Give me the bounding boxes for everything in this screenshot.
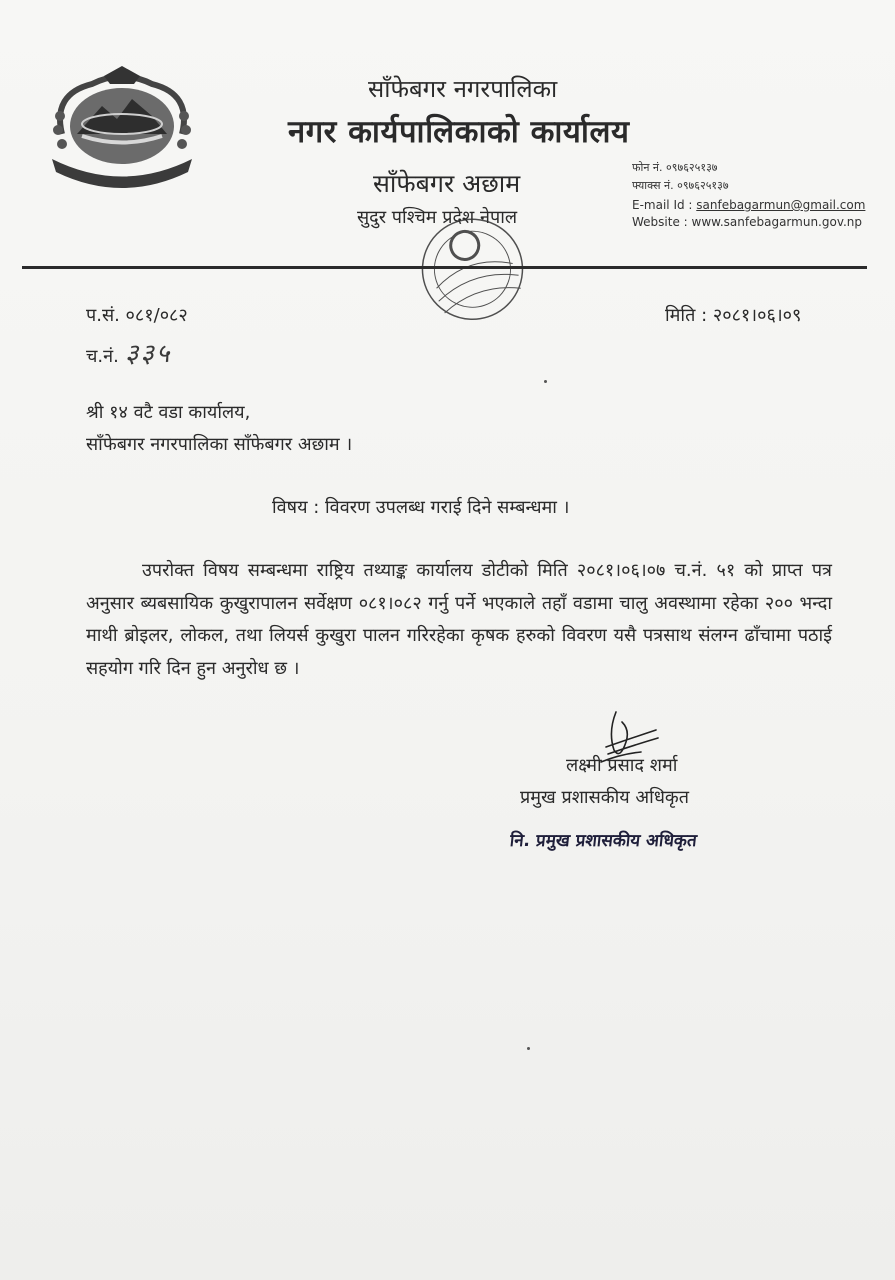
addressee-line-1: श्री १४ वटै वडा कार्यालय, (86, 402, 251, 423)
fiscal-year: प.सं. ०८१/०८२ (86, 305, 188, 326)
office-location: साँफेबगर अछाम (373, 169, 521, 198)
email-label: E-mail Id : (632, 198, 697, 212)
fax-number: फ्याक्स नं. ०९७६२५१३७ (632, 179, 729, 192)
addressee-line-2: साँफेबगर नगरपालिका साँफेबगर अछाम । (86, 434, 353, 455)
paper-speck (544, 380, 547, 383)
header-divider (22, 266, 867, 269)
email-line (632, 198, 865, 212)
email-address: sanfebagarmun@gmail.com (696, 198, 866, 212)
letter-body: उपरोक्त विषय सम्बन्धमा राष्ट्रिय तथ्याङ्क कार्यालय डोटीको मिति २०८१।०६।०७ च.नं. ५१ को प्राप्त पत्र अनुसार ब्यबसायिक कुखुरापालन सर्वेक्षण ०८१।०८२ गर्नु पर्ने भएकाले तहाँ वडामा चालु अवस्थामा रहेका २०० भन्दा माथी ब्रोइलर, लोकल, तथा लियर्स कुखुरा पालन गरिरहेका कृषक हरुको विवरण यसै पत्रसाथ संलग्न ढाँचामा पठाई सहयोग गरि दिन हुन अनुरोध छ । (86, 560, 832, 679)
nepal-emblem-icon (42, 64, 202, 194)
letter-date: मिति : २०८१।०६।०९ (665, 305, 802, 326)
phone-number: फोन नं. ०९७६२५१३७ (632, 161, 718, 174)
paper-speck (527, 1047, 530, 1050)
signatory-name: लक्ष्मी प्रसाद शर्मा (566, 755, 678, 776)
province-name: सुदुर पश्चिम प्रदेश नेपाल (357, 207, 518, 228)
municipality-name: साँफेबगर नगरपालिका (368, 75, 558, 103)
letter-subject: विषय : विवरण उपलब्ध गराई दिने सम्बन्धमा । (272, 497, 570, 518)
office-seal (404, 214, 544, 334)
dispatch-label: च.नं. (86, 346, 119, 367)
acting-officer-stamp: नि. प्रमुख प्रशासकीय अधिकृत (508, 831, 698, 851)
signatory-title: प्रमुख प्रशासकीय अधिकृत (520, 787, 689, 808)
dispatch-number-line (86, 334, 171, 370)
website-line: Website : www.sanfebagarmun.gov.np (632, 215, 863, 229)
office-name: नगर कार्यपालिकाको कार्यालय (288, 114, 630, 150)
dispatch-number: ३३५ (124, 339, 172, 369)
